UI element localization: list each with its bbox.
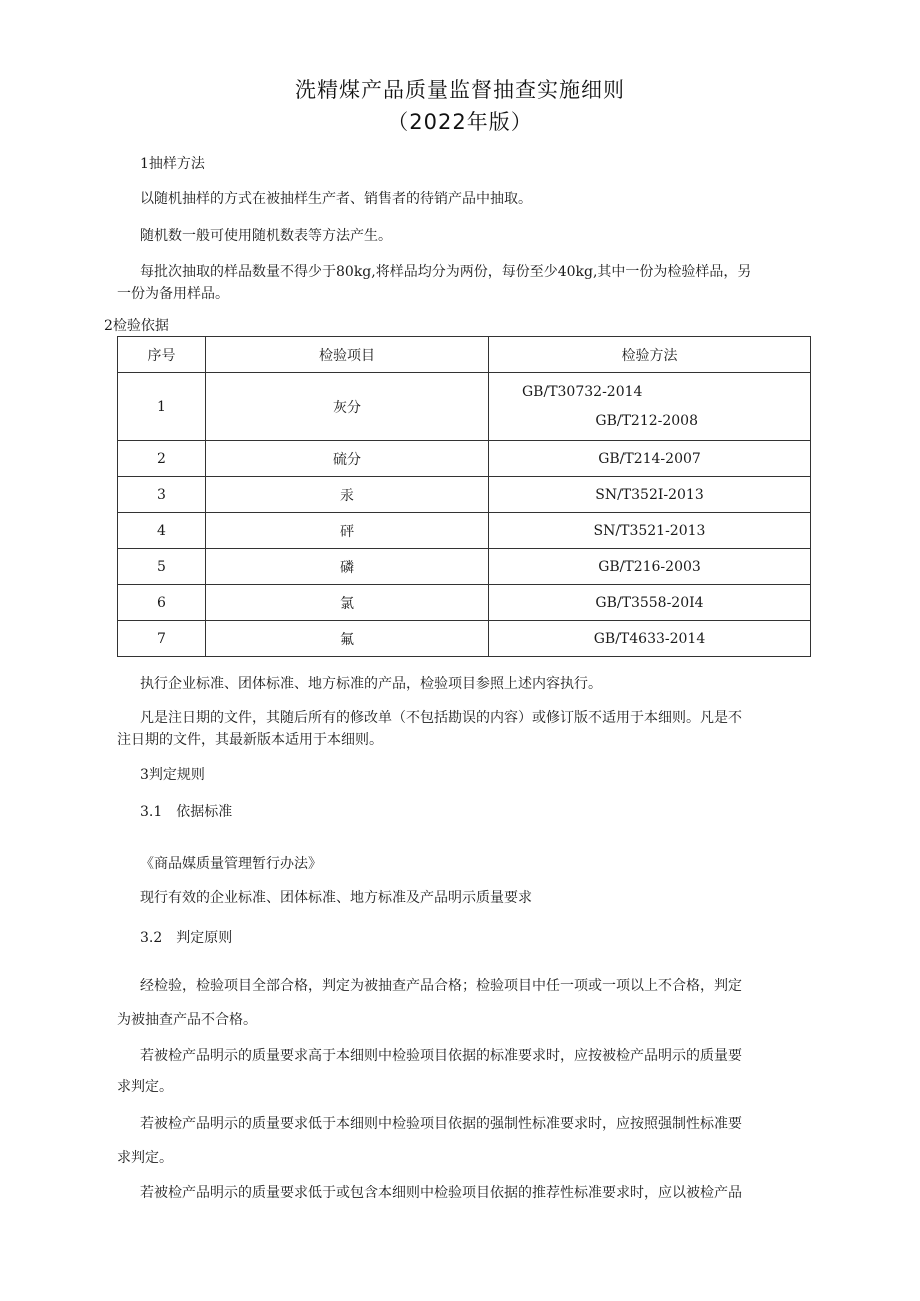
rule-3-line-1: 若被检产品明示的质量要求低于本细则中检验项目依据的强制性标准要求时，应按照强制性标准要 (140, 1116, 742, 1132)
row-method: GB/T3558-20I4 (489, 585, 811, 621)
table-row (118, 549, 811, 585)
section-3-2-heading: 3.2 判定原则 (140, 930, 233, 946)
sampling-paragraph-1: 以随机抽样的方式在被抽样生产者、销售者的待销产品中抽取。 (140, 191, 532, 207)
sampling-paragraph-3-line-2: 一份为备用样品。 (117, 286, 229, 302)
rule-3-line-2: 求判定。 (117, 1150, 173, 1166)
row-serial: 7 (118, 621, 206, 657)
row-method-primary: GB/T30732-2014 (522, 384, 643, 400)
inspection-table (117, 336, 811, 657)
row-serial: 6 (118, 585, 206, 621)
basis-note-2-line-2: 注日期的文件，其最新版本适用于本细则。 (117, 732, 383, 748)
rule-2-line-1: 若被检产品明示的质量要求高于本细则中检验项目依据的标准要求时，应按被检产品明示的质量要 (140, 1048, 742, 1064)
row-method (489, 373, 811, 441)
row-method: GB/T214-2007 (489, 441, 811, 477)
row-method: GB/T4633-2014 (489, 621, 811, 657)
row-item: 砰 (206, 513, 489, 549)
table-row (118, 585, 811, 621)
header-serial: 序号 (118, 337, 206, 373)
basis-note-2-line-1: 凡是注日期的文件，其随后所有的修改单（不包括勘误的内容）或修订版不适用于本细则。凡是不 (140, 710, 742, 726)
rule-4-line-1: 若被检产品明示的质量要求低于或包含本细则中检验项目依据的推荐性标准要求时，应以被检产品 (140, 1185, 742, 1201)
row-item: 氯 (206, 585, 489, 621)
document-edition: （2022年版） (387, 110, 533, 134)
table-header-row (118, 337, 811, 373)
row-method: SN/T352I-2013 (489, 477, 811, 513)
row-item: 磷 (206, 549, 489, 585)
rule-1-line-1: 经检验，检验项目全部合格，判定为被抽查产品合格；检验项目中任一项或一项以上不合格，判定 (140, 978, 742, 994)
row-serial: 3 (118, 477, 206, 513)
row-item: 氟 (206, 621, 489, 657)
rule-1-line-2: 为被抽查产品不合格。 (117, 1012, 257, 1028)
row-serial: 5 (118, 549, 206, 585)
row-method: SN/T3521-2013 (489, 513, 811, 549)
table-row (118, 477, 811, 513)
row-serial: 4 (118, 513, 206, 549)
rule-2-line-2: 求判定。 (117, 1079, 173, 1095)
section-3-1-heading: 3.1 依据标准 (140, 804, 233, 820)
header-method: 检验方法 (489, 337, 811, 373)
standard-ref-2: 现行有效的企业标准、团体标准、地方标准及产品明示质量要求 (140, 890, 532, 906)
row-serial: 2 (118, 441, 206, 477)
row-method: GB/T216-2003 (489, 549, 811, 585)
sampling-heading: 1抽样方法 (140, 156, 205, 172)
basis-note-1: 执行企业标准、团体标准、地方标准的产品，检验项目参照上述内容执行。 (140, 676, 602, 692)
table-row (118, 373, 811, 441)
basis-heading: 2检验依据 (104, 318, 169, 334)
document-title: 洗精煤产品质量监督抽查实施细则 (295, 78, 625, 102)
header-item: 检验项目 (206, 337, 489, 373)
sampling-paragraph-3-line-1: 每批次抽取的样品数量不得少于80kg,将样品均分为两份，每份至少40kg,其中一份为检验样品，另 (140, 264, 752, 280)
row-item: 灰分 (206, 373, 489, 441)
row-item: 硫分 (206, 441, 489, 477)
row-item: 汞 (206, 477, 489, 513)
row-method-secondary: GB/T212-2008 (595, 413, 698, 429)
sampling-paragraph-2: 随机数一般可使用随机数表等方法产生。 (140, 228, 392, 244)
table-row (118, 513, 811, 549)
table-row (118, 441, 811, 477)
table-row (118, 621, 811, 657)
row-serial: 1 (118, 373, 206, 441)
judgement-heading: 3判定规则 (140, 767, 205, 783)
standard-ref-1: 《商品媒质量管理暂行办法》 (140, 856, 322, 872)
